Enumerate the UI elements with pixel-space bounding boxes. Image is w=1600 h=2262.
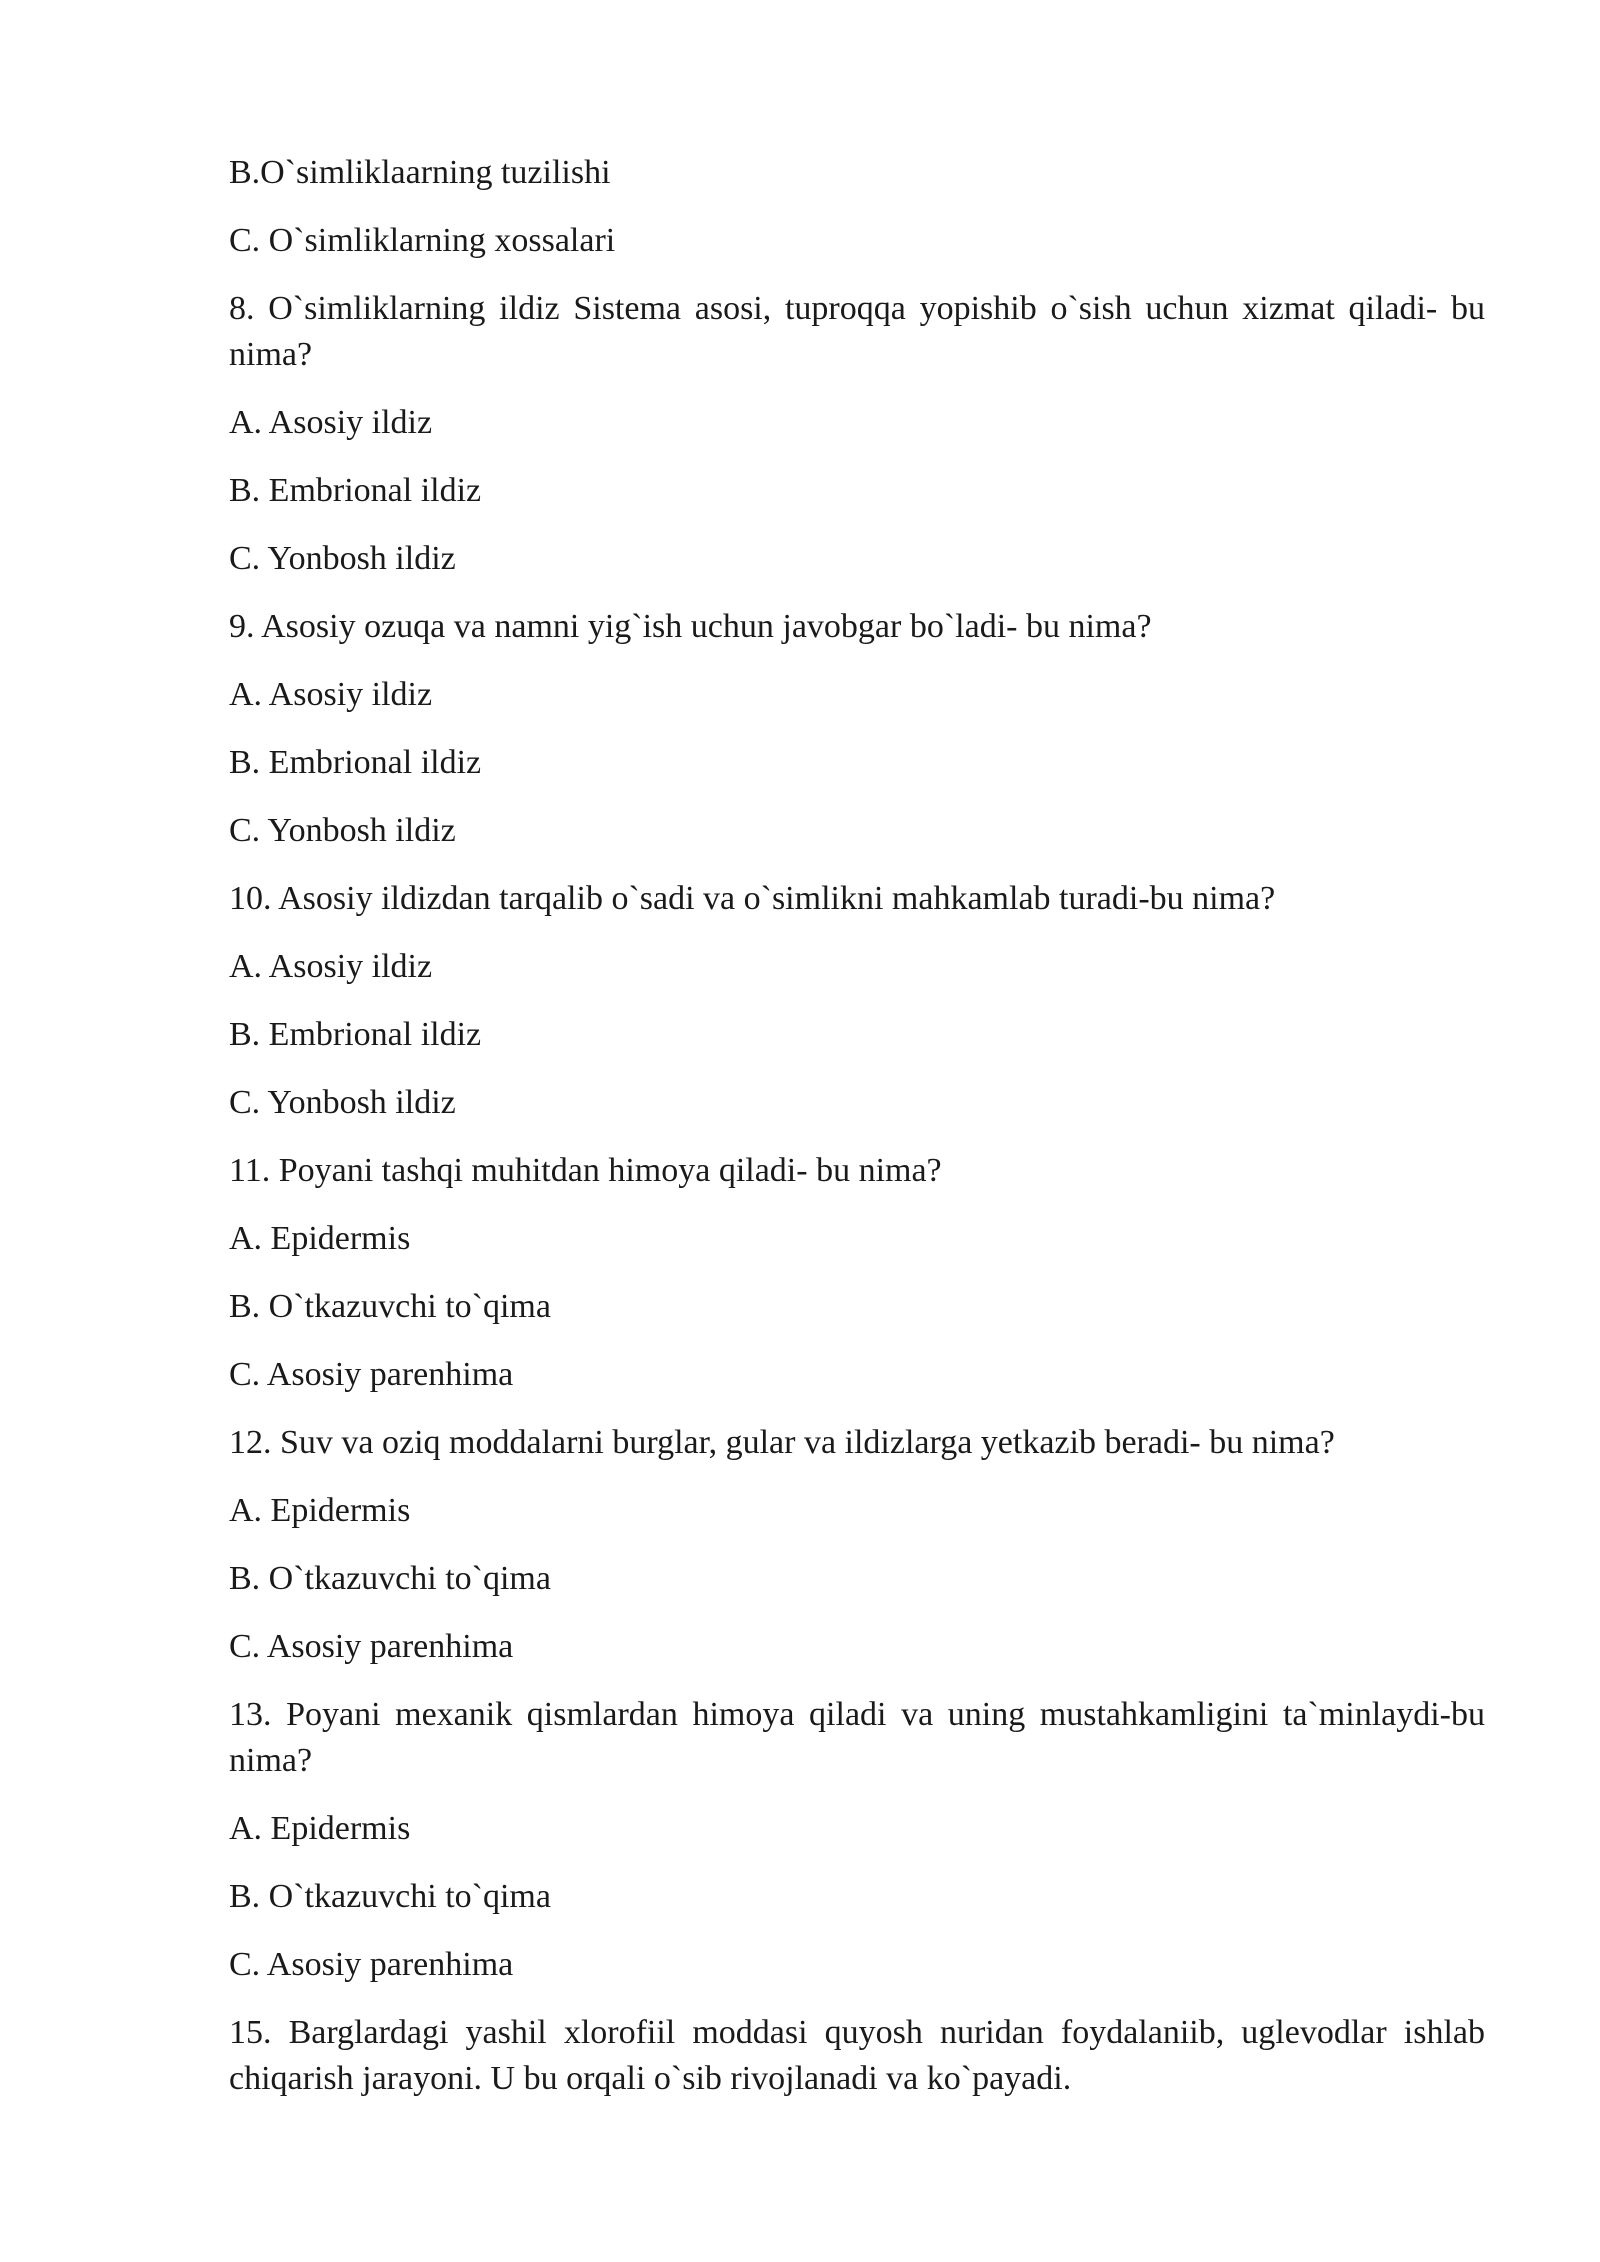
question-text: 13. Poyani mexanik qismlardan himoya qiladi va uning mustahkamligini ta`minlaydi-bu nima?: [229, 1696, 1485, 1779]
answer-option: B. O`tkazuvchi to`qima: [229, 1288, 551, 1325]
answer-option: C. Yonbosh ildiz: [229, 1084, 456, 1121]
answer-option: A. Asosiy ildiz: [229, 404, 433, 441]
answer-option: C. Yonbosh ildiz: [229, 540, 456, 577]
answer-option: C. Yonbosh ildiz: [229, 812, 456, 849]
answer-option: B. O`tkazuvchi to`qima: [229, 1878, 551, 1915]
answer-option: B. O`tkazuvchi to`qima: [229, 1560, 551, 1597]
answer-option: C. Asosiy parenhima: [229, 1356, 514, 1393]
question-text: 8. O`simliklarning ildiz Sistema asosi, tuproqqa yopishib o`sish uchun xizmat qiladi- bu nima?: [229, 290, 1485, 373]
question-text: 15. Barglardagi yashil xlorofiil moddasi quyosh nuridan foydalaniib, uglevodlar ishlab chiqarish jarayoni. U bu orqali o`sib rivojlanadi va ko`payadi.: [229, 2014, 1485, 2097]
document-body: [229, 150, 1485, 2124]
question-text: 10. Asosiy ildizdan tarqalib o`sadi va o`simlikni mahkamlab turadi-bu nima?: [229, 880, 1276, 917]
answer-option: C. Asosiy parenhima: [229, 1628, 514, 1665]
answer-option: B.O`simliklaarning tuzilishi: [229, 154, 611, 191]
answer-option: A. Epidermis: [229, 1810, 411, 1847]
answer-option: A. Asosiy ildiz: [229, 676, 433, 713]
answer-option: B. Embrional ildiz: [229, 1016, 482, 1053]
answer-option: B. Embrional ildiz: [229, 472, 482, 509]
answer-option: A. Asosiy ildiz: [229, 948, 433, 985]
answer-option: C. Asosiy parenhima: [229, 1946, 514, 1983]
question-text: 9. Asosiy ozuqa va namni yig`ish uchun javobgar bo`ladi- bu nima?: [229, 608, 1152, 645]
question-text: 11. Poyani tashqi muhitdan himoya qiladi- bu nima?: [229, 1152, 942, 1189]
answer-option: C. O`simliklarning xossalari: [229, 222, 616, 259]
answer-option: B. Embrional ildiz: [229, 744, 482, 781]
answer-option: A. Epidermis: [229, 1492, 411, 1529]
question-text: 12. Suv va oziq moddalarni burglar, gular va ildizlarga yetkazib beradi- bu nima?: [229, 1424, 1335, 1461]
answer-option: A. Epidermis: [229, 1220, 411, 1257]
